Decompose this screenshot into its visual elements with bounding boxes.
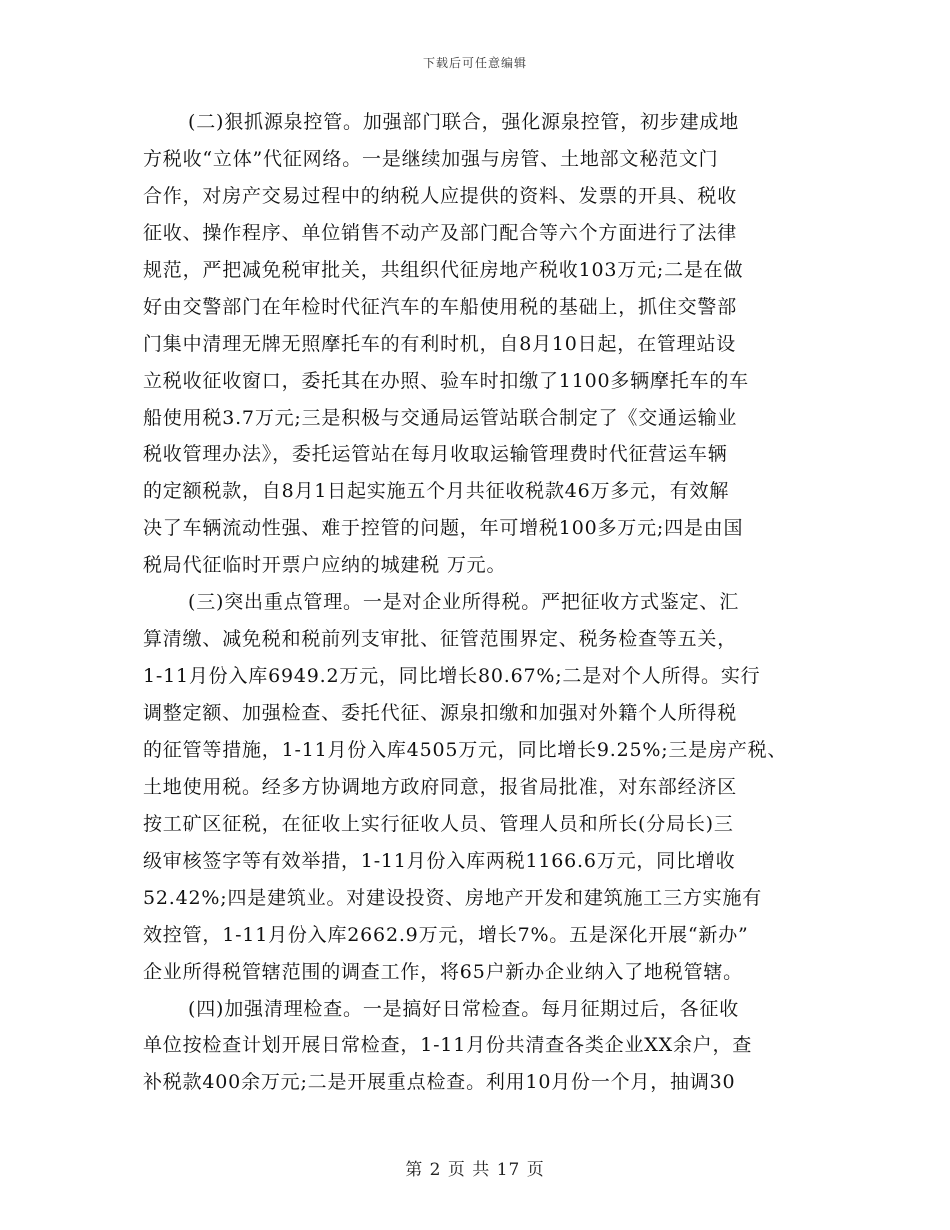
text-line: 调整定额、加强检查、委托代征、源泉扣缴和加强对外籍个人所得税 xyxy=(143,702,738,724)
page-header: 下载后可任意编辑 xyxy=(422,56,527,70)
text-line: 1-11月份入库6949.2万元，同比增长80.67%;二是对个人所得。实行 xyxy=(143,665,761,688)
text-line: 方税收“立体”代征网络。一是继续加强与房管、土地部文秘范文门 xyxy=(143,147,719,170)
text-line: 级审核签字等有效举措，1-11月份入库两税1166.6万元，同比增收 xyxy=(143,849,736,872)
text-line: 效控管，1-11月份入库2662.9万元，增长7%。五是深化开展“新办” xyxy=(143,923,749,946)
text-line: 船使用税3.7万元;三是积极与交通局运管站联合制定了《交通运输业 xyxy=(143,406,738,429)
text-line: (二)狠抓源泉控管。加强部门联合，强化源泉控管，初步建成地 xyxy=(188,111,740,133)
text-line: 征收、操作程序、单位销售不动产及部门配合等六个方面进行了法律 xyxy=(143,221,738,244)
text-line: 规范，严把减免税审批关，共组织代征房地产税收103万元;二是在做 xyxy=(143,258,744,281)
text-line: 的定额税款，自8月1日起实施五个月共征收税款46万多元，有效解 xyxy=(143,480,730,503)
text-line: 决了车辆流动性强、难于控管的问题，年可增税100多万元;四是由国 xyxy=(143,517,744,540)
text-line: 52.42%;四是建筑业。对建设投资、房地产开发和建筑施工三方实施有 xyxy=(143,886,763,909)
text-line: 门集中清理无牌无照摩托车的有利时机，自8月10日起，在管理站设 xyxy=(143,332,737,355)
text-line: 立税收征收窗口，委托其在办照、验车时扣缴了1100多辆摩托车的车 xyxy=(143,369,749,392)
text-line: 合作，对房产交易过程中的纳税人应提供的资料、发票的开具、税收 xyxy=(143,184,738,207)
text-line: 的征管等措施，1-11月份入库4505万元，同比增长9.25%;三是房产税、 xyxy=(143,738,788,761)
page-footer: 第 2 页 共 17 页 xyxy=(405,1160,545,1180)
text-line: 按工矿区征税，在征收上实行征收人员、管理人员和所长(分局长)三 xyxy=(143,812,734,835)
text-line: 补税款400余万元;二是开展重点检查。利用10月份一个月，抽调30 xyxy=(143,1071,736,1094)
text-line: 好由交警部门在年检时代征汽车的车船使用税的基础上，抓住交警部 xyxy=(143,295,738,318)
text-line: 单位按检查计划开展日常检查，1-11月份共清查各类企业XX余户，查 xyxy=(143,1034,753,1057)
text-line: (四)加强清理检查。一是搞好日常检查。每月征期过后，各征收 xyxy=(188,997,740,1020)
text-line: 土地使用税。经多方协调地方政府同意，报省局批准，对东部经济区 xyxy=(143,775,738,798)
text-line: 税局代征临时开票户应纳的城建税 万元。 xyxy=(143,554,507,577)
text-line: 企业所得税管辖范围的调查工作，将65户新办企业纳入了地税管辖。 xyxy=(143,960,743,983)
text-line: 算清缴、减免税和税前列支审批、征管范围界定、税务检查等五关， xyxy=(143,628,738,651)
text-line: (三)突出重点管理。一是对企业所得税。严把征收方式鉴定、汇 xyxy=(188,591,740,614)
text-line: 税收管理办法》，委托运管站在每月收取运输管理费时代征营运车辆 xyxy=(143,443,728,466)
document-body xyxy=(143,104,833,1101)
